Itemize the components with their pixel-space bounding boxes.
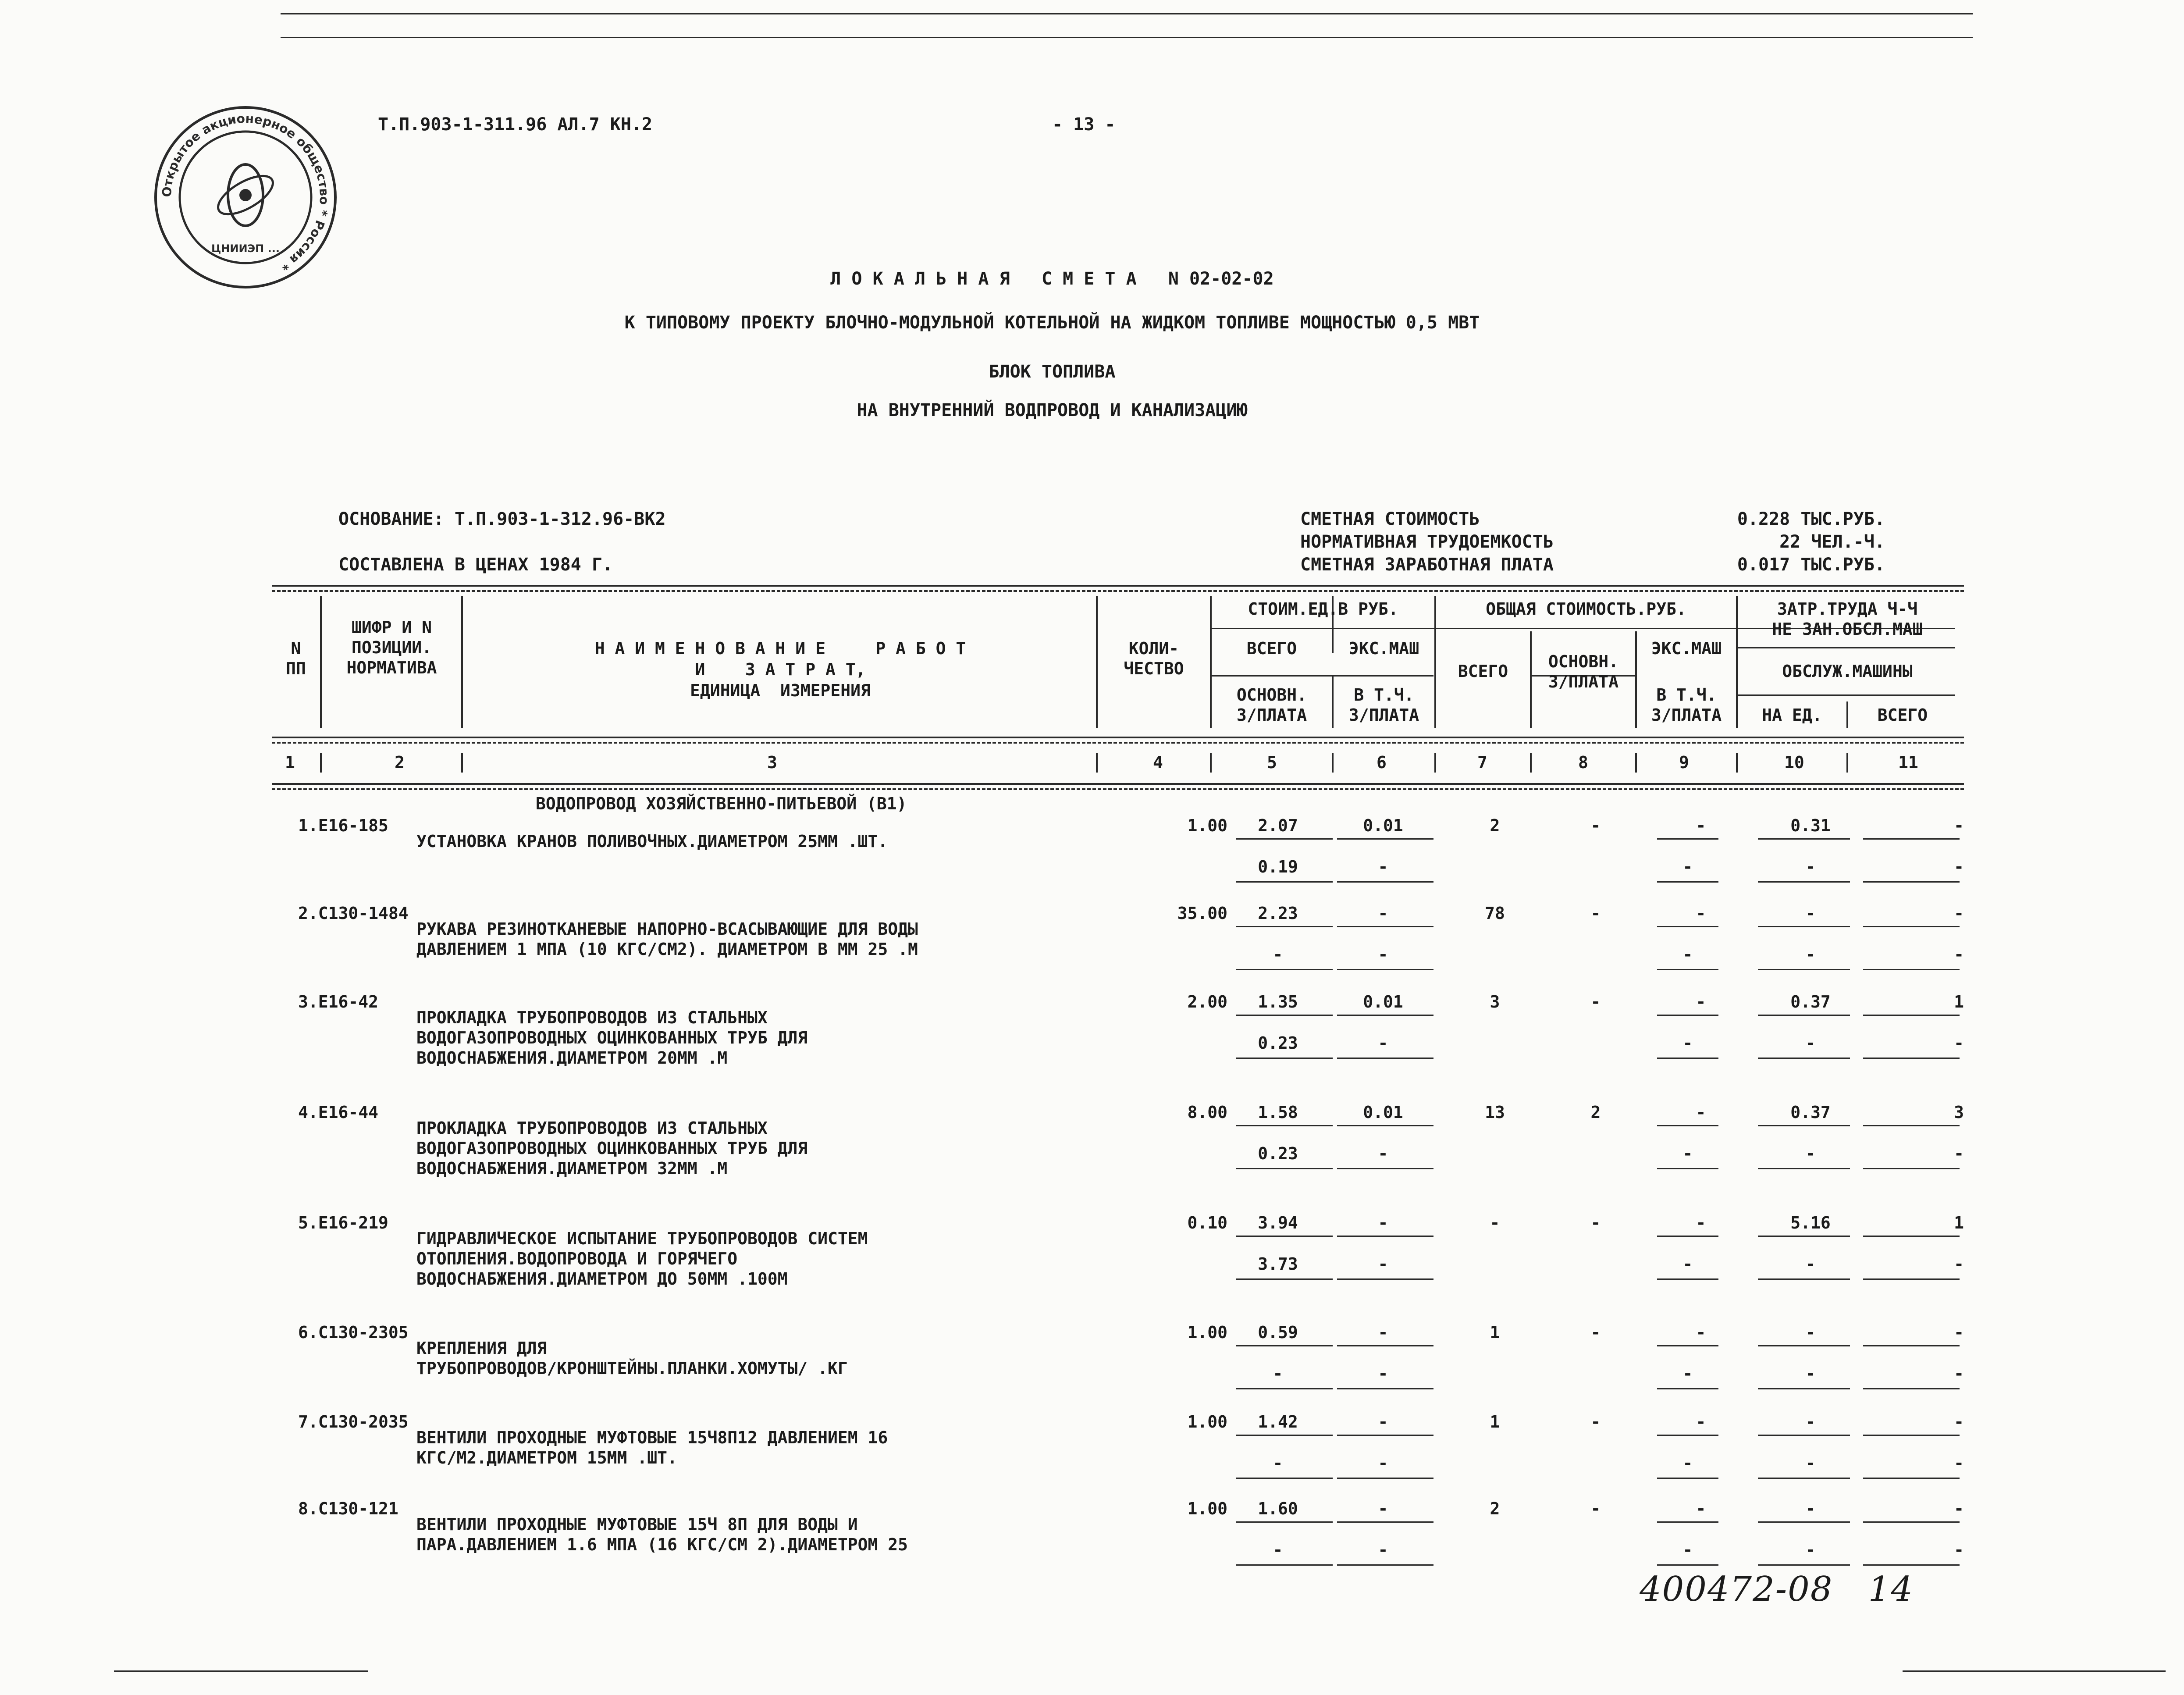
row-qty: 0.10 (1187, 1213, 1227, 1232)
row-unit-mach: - (1378, 1213, 1388, 1232)
row-mach: - (1696, 1213, 1706, 1232)
row-unit-base: - (1273, 1364, 1283, 1383)
row-mach-wage: - (1682, 857, 1693, 876)
row-unit-mach-wage: - (1378, 1144, 1388, 1163)
cell-underline (1236, 1564, 1333, 1566)
cell-underline (1337, 881, 1433, 883)
summary-labor-value: 22 ЧЕЛ.-Ч. (1779, 532, 1885, 552)
row-name: РУКАВА РЕЗИНОТКАНЕВЫЕ НАПОРНО-ВСАСЫВАЮЩИЕ ДЛЯ ВОДЫ (416, 919, 918, 939)
cell-underline (1758, 1388, 1850, 1389)
header-bottom-rule (272, 737, 1964, 738)
cell-underline (1236, 1278, 1333, 1280)
row-base: - (1590, 1499, 1601, 1518)
cell-underline (1657, 1168, 1718, 1169)
cell-underline (1657, 1564, 1718, 1566)
row-labor-total: - (1954, 1323, 1964, 1342)
title-line-4: НА ВНУТРЕННИЙ ВОДПРОВОД И КАНАЛИЗАЦИЮ (857, 400, 1248, 420)
col-header-npp: N ПП (286, 639, 306, 678)
row-mach-wage: - (1682, 1453, 1693, 1473)
cell-underline (1657, 1345, 1718, 1346)
row-code: 4.Е16-44 (298, 1103, 379, 1122)
column-number: 6 (1377, 753, 1387, 772)
col-header-labor-mach: ОБСЛУЖ.МАШИНЫ (1782, 662, 1913, 681)
cell-underline (1236, 969, 1333, 970)
top-rule (281, 13, 1973, 14)
row-total: - (1490, 1213, 1500, 1232)
cell-underline (1758, 1521, 1850, 1523)
cell-underline (1758, 1345, 1850, 1346)
row-name: ТРУБОПРОВОДОВ/КРОНШТЕЙНЫ.ПЛАНКИ.ХОМУТЫ/ .КГ (416, 1359, 848, 1378)
title-line-2: К ТИПОВОМУ ПРОЕКТУ БЛОЧНО-МОДУЛЬНОЙ КОТЕЛЬНОЙ НА ЖИДКОМ ТОПЛИВЕ МОЩНОСТЬЮ 0,5 МВТ (624, 313, 1480, 333)
row-unit-mach: 0.01 (1363, 816, 1403, 835)
cell-underline (1758, 1435, 1850, 1436)
row-total: 2 (1490, 1499, 1500, 1518)
row-total: 78 (1485, 904, 1505, 923)
row-mach-wage: - (1682, 1254, 1693, 1274)
cell-underline (1337, 969, 1433, 970)
row-base: - (1590, 1323, 1601, 1342)
col-divider (1332, 753, 1334, 773)
row-labor-unit-2: - (1805, 1453, 1816, 1473)
row-qty: 1.00 (1187, 816, 1227, 835)
row-code: 8.С130-121 (298, 1499, 398, 1518)
cell-underline (1657, 1435, 1718, 1436)
row-unit-total: 3.94 (1258, 1213, 1298, 1232)
row-unit-mach-wage: - (1378, 1453, 1388, 1473)
row-mach: - (1696, 904, 1706, 923)
row-name: ВОДОГАЗОПРОВОДНЫХ ОЦИНКОВАННЫХ ТРУБ ДЛЯ (416, 1028, 808, 1047)
row-unit-total: 2.23 (1258, 904, 1298, 923)
cell-underline (1758, 881, 1850, 883)
row-mach-wage: - (1682, 1540, 1693, 1560)
col-header-unit-mach-wage: В Т.Ч. З/ПЛАТА (1348, 685, 1419, 725)
row-name: КГС/М2.ДИАМЕТРОМ 15ММ .ШТ. (416, 1448, 677, 1467)
page-number: - 13 - (1052, 114, 1116, 135)
cell-underline (1758, 1125, 1850, 1126)
col-divider (1210, 753, 1212, 773)
cell-underline (1657, 1015, 1718, 1016)
row-unit-total: 1.58 (1258, 1103, 1298, 1122)
col-header-mach-wage: В Т.Ч. З/ПЛАТА (1651, 685, 1722, 725)
col-divider (1530, 753, 1532, 773)
row-base: - (1590, 992, 1601, 1011)
cell-underline (1758, 969, 1850, 970)
cell-underline (1863, 1015, 1960, 1016)
cell-underline (1337, 1521, 1433, 1523)
row-code: 3.Е16-42 (298, 992, 379, 1011)
row-unit-mach-wage: - (1378, 857, 1388, 876)
cell-underline (1657, 1058, 1718, 1059)
cell-underline (1657, 881, 1718, 883)
row-base: - (1590, 1213, 1601, 1232)
row-qty: 1.00 (1187, 1323, 1227, 1342)
row-labor-total-2: - (1954, 857, 1964, 876)
row-labor-unit-2: - (1805, 1364, 1816, 1383)
row-labor-unit: - (1805, 1499, 1816, 1518)
table-top-rule-2 (272, 590, 1964, 592)
summary-wage-value: 0.017 ТЫС.РУБ. (1737, 555, 1885, 575)
row-qty: 1.00 (1187, 1499, 1227, 1518)
cell-underline (1337, 1435, 1433, 1436)
cell-underline (1236, 1388, 1333, 1389)
header-bottom-rule-2 (272, 742, 1964, 744)
column-number: 10 (1784, 753, 1804, 772)
cell-underline (1863, 881, 1960, 883)
row-labor-unit-2: - (1805, 1033, 1816, 1053)
row-name: ВОДОСНАБЖЕНИЯ.ДИАМЕТРОМ 20ММ .М (416, 1048, 728, 1068)
cell-underline (1863, 1345, 1960, 1346)
col-header-total: ВСЕГО (1458, 662, 1508, 681)
section-title: ВОДОПРОВОД ХОЗЯЙСТВЕННО-ПИТЬЕВОЙ (В1) (536, 794, 907, 813)
row-qty: 2.00 (1187, 992, 1227, 1011)
col-divider (1635, 753, 1637, 773)
row-mach: - (1696, 1103, 1706, 1122)
cell-underline (1863, 1564, 1960, 1566)
row-mach: - (1696, 816, 1706, 835)
cell-underline (1758, 1278, 1850, 1280)
row-unit-total: 0.59 (1258, 1323, 1298, 1342)
row-labor-unit: - (1805, 904, 1816, 923)
column-number: 9 (1679, 753, 1689, 772)
row-name: ОТОПЛЕНИЯ.ВОДОПРОВОДА И ГОРЯЧЕГО (416, 1249, 738, 1268)
row-name: ПРОКЛАДКА ТРУБОПРОВОДОВ ИЗ СТАЛЬНЫХ (416, 1118, 768, 1138)
row-base: - (1590, 816, 1601, 835)
cell-underline (1236, 1236, 1333, 1237)
row-mach: - (1696, 1323, 1706, 1342)
col-header-mach: ЭКС.МАШ (1651, 639, 1722, 658)
col-header-total-cost: ОБЩАЯ СТОИМОСТЬ.РУБ. (1486, 599, 1686, 619)
row-labor-total: - (1954, 1412, 1964, 1431)
col-header-unit: ЕДИНИЦА ИЗМЕРЕНИЯ (690, 681, 871, 700)
colnum-bottom-rule-2 (272, 788, 1964, 790)
col-header-labor: ЗАТР.ТРУДА Ч-Ч НЕ ЗАН.ОБСЛ.МАШ (1772, 599, 1923, 639)
cell-underline (1337, 1058, 1433, 1059)
col-divider (461, 753, 463, 773)
cell-underline (1863, 1278, 1960, 1280)
row-mach-wage: - (1682, 945, 1693, 964)
cell-underline (1863, 1521, 1960, 1523)
cell-underline (1863, 1168, 1960, 1169)
cell-underline (1863, 926, 1960, 927)
row-unit-mach: 0.01 (1363, 1103, 1403, 1122)
row-unit-base: 0.19 (1258, 857, 1298, 876)
row-labor-total-2: - (1954, 1033, 1964, 1053)
row-unit-base: - (1273, 1453, 1283, 1473)
stamp-inner-text: ЦНИИЭП ... (211, 242, 280, 255)
cell-underline (1337, 838, 1433, 840)
bottom-rule-left (114, 1670, 368, 1672)
column-number: 3 (767, 753, 777, 772)
row-mach-wage: - (1682, 1364, 1693, 1383)
column-number: 2 (395, 753, 405, 772)
col-header-unit-cost: СТОИМ.ЕД.В РУБ. (1248, 599, 1398, 619)
summary-wage-label: СМЕТНАЯ ЗАРАБОТНАЯ ПЛАТА (1300, 555, 1554, 575)
row-unit-mach-wage: - (1378, 1033, 1388, 1053)
cell-underline (1657, 1236, 1718, 1237)
cell-underline (1863, 1388, 1960, 1389)
cell-underline (1657, 838, 1718, 840)
col-header-base: ОСНОВН. З/ПЛАТА (1548, 652, 1619, 691)
cell-underline (1236, 881, 1333, 883)
column-number: 7 (1477, 753, 1487, 772)
row-unit-total: 1.60 (1258, 1499, 1298, 1518)
col-header-unit-base: ОСНОВН. З/ПЛАТА (1236, 685, 1307, 725)
col-header-unit-mach: ЭКС.МАШ (1348, 639, 1419, 658)
cell-underline (1657, 1278, 1718, 1280)
cell-underline (1758, 1236, 1850, 1237)
row-labor-unit-2: - (1805, 857, 1816, 876)
cell-underline (1758, 1478, 1850, 1479)
row-unit-base: - (1273, 945, 1283, 964)
row-mach: - (1696, 1412, 1706, 1431)
row-code: 2.С130-1484 (298, 904, 409, 923)
col-divider (1096, 753, 1098, 773)
row-labor-total-2: - (1954, 1254, 1964, 1274)
column-number: 4 (1153, 753, 1163, 772)
col-header-name: Н А И М Е Н О В А Н И Е Р А Б О Т (594, 639, 966, 658)
row-labor-unit-2: - (1805, 1540, 1816, 1560)
row-labor-total-2: - (1954, 1144, 1964, 1163)
cell-underline (1236, 1478, 1333, 1479)
row-mach-wage: - (1682, 1033, 1693, 1053)
cell-underline (1236, 926, 1333, 927)
row-unit-mach-wage: - (1378, 945, 1388, 964)
cell-underline (1337, 1278, 1433, 1280)
row-qty: 8.00 (1187, 1103, 1227, 1122)
cell-underline (1657, 1125, 1718, 1126)
row-labor-unit: - (1805, 1323, 1816, 1342)
row-base: - (1590, 1412, 1601, 1431)
title-line-3: БЛОК ТОПЛИВА (989, 362, 1116, 382)
row-labor-total: 1 (1954, 1213, 1964, 1232)
row-unit-mach: - (1378, 1412, 1388, 1431)
cell-underline (1236, 1521, 1333, 1523)
row-labor-total: 1 (1954, 992, 1964, 1011)
row-qty: 35.00 (1177, 904, 1227, 923)
colnum-bottom-rule (272, 783, 1964, 785)
cell-underline (1236, 1345, 1333, 1346)
row-labor-total: - (1954, 1499, 1964, 1518)
col-divider (1434, 753, 1436, 773)
row-labor-unit: 0.31 (1790, 816, 1831, 835)
row-unit-base: - (1273, 1540, 1283, 1560)
row-mach-wage: - (1682, 1144, 1693, 1163)
row-total: 13 (1485, 1103, 1505, 1122)
cell-underline (1657, 1478, 1718, 1479)
stamp-seal (149, 101, 342, 294)
row-unit-mach: 0.01 (1363, 992, 1403, 1011)
row-unit-mach: - (1378, 1323, 1388, 1342)
row-unit-base: 0.23 (1258, 1033, 1298, 1053)
cell-underline (1236, 1435, 1333, 1436)
row-unit-mach: - (1378, 904, 1388, 923)
row-labor-total: - (1954, 816, 1964, 835)
row-unit-base: 0.23 (1258, 1144, 1298, 1163)
row-name: ДАВЛЕНИЕМ 1 МПА (10 КГС/СМ2). ДИАМЕТРОМ В ММ 25 .М (416, 940, 918, 959)
row-total: 1 (1490, 1412, 1500, 1431)
group-rule (1210, 675, 1433, 677)
row-labor-total-2: - (1954, 1364, 1964, 1383)
row-code: 7.С130-2035 (298, 1412, 409, 1431)
group-rule (1736, 647, 1955, 648)
col-header-unit-total: ВСЕГО (1246, 639, 1297, 658)
row-unit-base: 3.73 (1258, 1254, 1298, 1274)
row-labor-unit: 0.37 (1790, 992, 1831, 1011)
row-name: ГИДРАВЛИЧЕСКОЕ ИСПЫТАНИЕ ТРУБОПРОВОДОВ СИСТЕМ (416, 1229, 868, 1248)
cell-underline (1657, 969, 1718, 970)
row-name: ВОДОГАЗОПРОВОДНЫХ ОЦИНКОВАННЫХ ТРУБ ДЛЯ (416, 1139, 808, 1158)
doc-ref: Т.П.903-1-311.96 АЛ.7 КН.2 (378, 114, 653, 135)
row-name: ВОДОСНАБЖЕНИЯ.ДИАМЕТРОМ 32ММ .М (416, 1159, 728, 1178)
cell-underline (1337, 1345, 1433, 1346)
col-divider (1736, 753, 1738, 773)
cell-underline (1236, 1125, 1333, 1126)
row-labor-unit: 5.16 (1790, 1213, 1831, 1232)
cell-underline (1758, 1058, 1850, 1059)
col-header-labor-unit: НА ЕД. (1762, 705, 1822, 725)
column-number: 5 (1267, 753, 1277, 772)
row-name: ПАРА.ДАВЛЕНИЕМ 1.6 МПА (16 КГС/СМ 2).ДИАМЕТРОМ 25 (416, 1535, 908, 1554)
row-base: - (1590, 904, 1601, 923)
row-labor-unit: - (1805, 1412, 1816, 1431)
cell-underline (1236, 1015, 1333, 1016)
cell-underline (1236, 838, 1333, 840)
col-header-name-2: И З А Т Р А Т, (695, 660, 866, 679)
row-labor-total-2: - (1954, 1540, 1964, 1560)
col-header-code: ШИФР И N ПОЗИЦИИ. НОРМАТИВА (346, 618, 437, 677)
row-code: 1.Е16-185 (298, 816, 388, 835)
row-unit-total: 1.35 (1258, 992, 1298, 1011)
cell-underline (1863, 1125, 1960, 1126)
cell-underline (1236, 1058, 1333, 1059)
row-unit-mach: - (1378, 1499, 1388, 1518)
top-rule-2 (281, 37, 1973, 38)
row-base: 2 (1590, 1103, 1601, 1122)
cell-underline (1863, 1058, 1960, 1059)
cell-underline (1236, 1168, 1333, 1169)
cell-underline (1758, 838, 1850, 840)
col-divider (320, 596, 322, 728)
cell-underline (1863, 1478, 1960, 1479)
stamp-outer-text: Открытое акционерное общество * Россия * (159, 111, 332, 274)
cell-underline (1337, 1168, 1433, 1169)
summary-labor-label: НОРМАТИВНАЯ ТРУДОЕМКОСТЬ (1300, 532, 1554, 552)
row-labor-total: - (1954, 904, 1964, 923)
column-number: 1 (285, 753, 295, 772)
row-unit-mach-wage: - (1378, 1540, 1388, 1560)
cell-underline (1337, 1236, 1433, 1237)
column-number: 8 (1578, 753, 1588, 772)
cell-underline (1863, 1236, 1960, 1237)
cell-underline (1337, 1015, 1433, 1016)
row-total: 1 (1490, 1323, 1500, 1342)
row-labor-total: 3 (1954, 1103, 1964, 1122)
row-code: 5.Е16-219 (298, 1213, 388, 1232)
row-labor-unit-2: - (1805, 1254, 1816, 1274)
cell-underline (1657, 1388, 1718, 1389)
row-unit-mach-wage: - (1378, 1364, 1388, 1383)
row-code: 6.С130-2305 (298, 1323, 409, 1342)
column-number: 11 (1898, 753, 1918, 772)
row-mach: - (1696, 992, 1706, 1011)
cell-underline (1337, 1564, 1433, 1566)
row-unit-total: 2.07 (1258, 816, 1298, 835)
row-labor-unit-2: - (1805, 945, 1816, 964)
cell-underline (1863, 838, 1960, 840)
col-header-labor-total: ВСЕГО (1877, 705, 1928, 725)
row-name: ПРОКЛАДКА ТРУБОПРОВОДОВ ИЗ СТАЛЬНЫХ (416, 1008, 768, 1027)
cell-underline (1337, 1478, 1433, 1479)
row-name: ВОДОСНАБЖЕНИЯ.ДИАМЕТРОМ ДО 50ММ .100М (416, 1269, 788, 1289)
cell-underline (1758, 1015, 1850, 1016)
title-line-1: Л О К А Л Ь Н А Я С М Е Т А N 02-02-02 (830, 269, 1274, 289)
col-divider (320, 753, 322, 773)
row-name: ВЕНТИЛИ ПРОХОДНЫЕ МУФТОВЫЕ 15Ч8П12 ДАВЛЕНИЕМ 16 (416, 1428, 888, 1447)
row-labor-unit-2: - (1805, 1144, 1816, 1163)
summary-cost-label: СМЕТНАЯ СТОИМОСТЬ (1300, 509, 1480, 529)
cell-underline (1337, 926, 1433, 927)
summary-cost-value: 0.228 ТЫС.РУБ. (1737, 509, 1885, 529)
row-name: УСТАНОВКА КРАНОВ ПОЛИВОЧНЫХ.ДИАМЕТРОМ 25ММ .ШТ. (416, 832, 888, 851)
group-rule (1736, 694, 1955, 696)
cell-underline (1337, 1125, 1433, 1126)
cell-underline (1863, 1435, 1960, 1436)
row-unit-total: 1.42 (1258, 1412, 1298, 1431)
cell-underline (1337, 1388, 1433, 1389)
row-total: 2 (1490, 816, 1500, 835)
col-divider (1846, 753, 1848, 773)
col-header-qty: КОЛИ- ЧЕСТВО (1124, 639, 1184, 678)
row-name: КРЕПЛЕНИЯ ДЛЯ (416, 1339, 547, 1358)
row-labor-total-2: - (1954, 945, 1964, 964)
row-labor-total-2: - (1954, 1453, 1964, 1473)
cell-underline (1758, 926, 1850, 927)
bottom-rule-right (1903, 1670, 2166, 1672)
row-unit-mach-wage: - (1378, 1254, 1388, 1274)
basis-line: ОСНОВАНИЕ: Т.П.903-1-312.96-ВК2 (338, 509, 666, 529)
row-mach: - (1696, 1499, 1706, 1518)
row-name: ВЕНТИЛИ ПРОХОДНЫЕ МУФТОВЫЕ 15Ч 8П ДЛЯ ВОДЫ И (416, 1515, 858, 1534)
cell-underline (1863, 969, 1960, 970)
cell-underline (1758, 1168, 1850, 1169)
prices-year: СОСТАВЛЕНА В ЦЕНАХ 1984 Г. (338, 555, 613, 575)
col-divider (461, 596, 463, 728)
cell-underline (1657, 926, 1718, 927)
table-top-rule (272, 585, 1964, 587)
row-qty: 1.00 (1187, 1412, 1227, 1431)
cell-underline (1657, 1521, 1718, 1523)
row-labor-unit: 0.37 (1790, 1103, 1831, 1122)
handwritten-doc-number: 400472-08 14 (1640, 1570, 1914, 1609)
cell-underline (1758, 1564, 1850, 1566)
row-total: 3 (1490, 992, 1500, 1011)
